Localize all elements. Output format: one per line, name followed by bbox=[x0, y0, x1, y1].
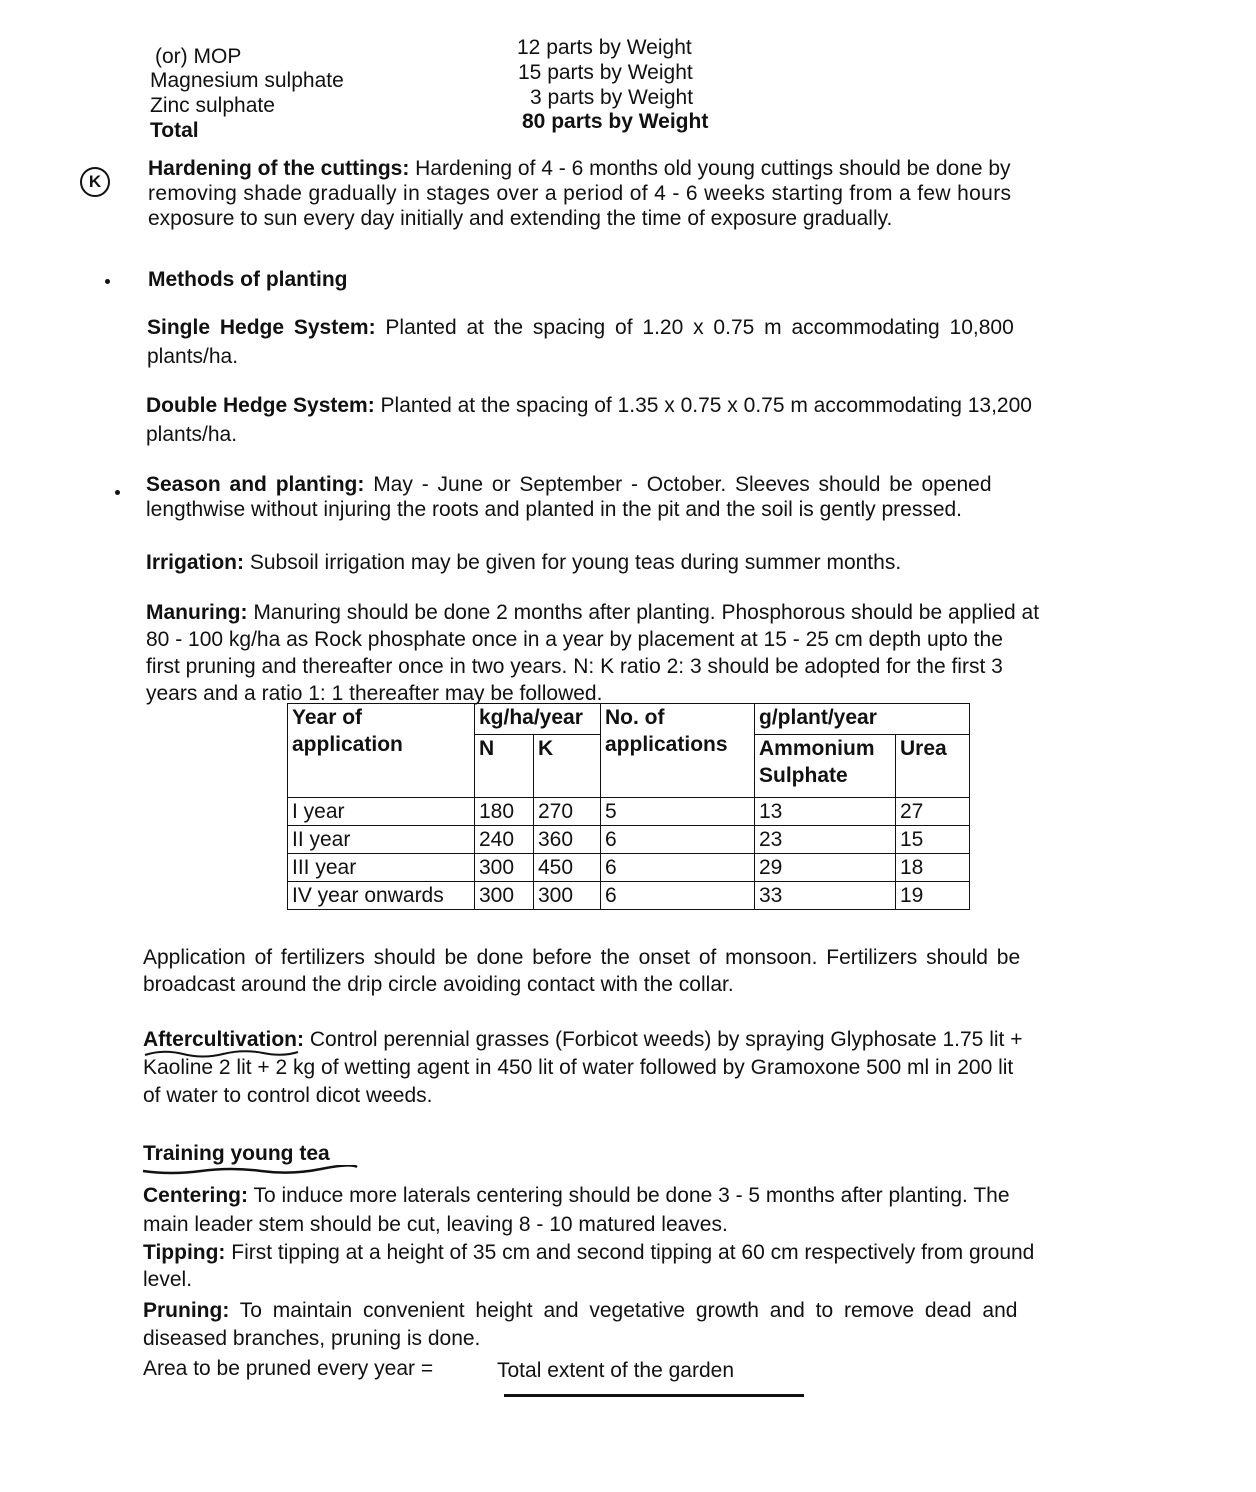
centering-text: main leader stem should be cut, leaving 8 - 10 matured leaves. bbox=[143, 1213, 728, 1236]
cell-apps: 6 bbox=[601, 854, 755, 882]
tipping-text: First tipping at a height of 35 cm and second tipping at 60 cm respectively from ground bbox=[225, 1241, 1035, 1264]
pruning-formula-numerator: Total extent of the garden bbox=[497, 1359, 734, 1382]
aftercultivation-text: of water to control dicot weeds. bbox=[143, 1084, 433, 1107]
aftercultivation-text: Kaoline 2 lit + 2 kg of wetting agent in 450 lit of water followed by Gramoxone 500 ml in 200 lit bbox=[143, 1056, 1014, 1079]
tipping-text: level. bbox=[143, 1268, 193, 1291]
cell-k: 450 bbox=[534, 854, 601, 882]
handwritten-underline-icon bbox=[141, 1165, 361, 1177]
manuring-text: years and a ratio 1: 1 thereafter may be followed. bbox=[146, 682, 603, 705]
season-text: lengthwise without injuring the roots and planted in the pit and the soil is gently pressed. bbox=[146, 498, 963, 521]
cell-ammonium-sulphate: 13 bbox=[755, 798, 896, 826]
table-row bbox=[288, 882, 970, 910]
aftercultivation-heading: Aftercultivation: bbox=[143, 1028, 305, 1051]
cell-year: IV year onwards bbox=[288, 882, 475, 910]
cell-ammonium-sulphate: 23 bbox=[755, 826, 896, 854]
hardening-text: exposure to sun every day initially and extending the time of exposure gradually. bbox=[148, 207, 893, 230]
pruning-text: diseased branches, pruning is done. bbox=[143, 1327, 481, 1350]
manuring-text: first pruning and thereafter once in two years. N: K ratio 2: 3 should be adopted for the first 3 bbox=[146, 655, 1003, 678]
fertilizer-value: 12 parts by Weight bbox=[517, 36, 692, 59]
cell-n: 180 bbox=[475, 798, 534, 826]
table-row bbox=[288, 826, 970, 854]
pruning-text: To maintain convenient height and vegetative growth and to remove dead and bbox=[229, 1299, 1018, 1322]
fertilizer-total-value: 80 parts by Weight bbox=[522, 110, 709, 133]
header-no-of-applications: No. of applications bbox=[601, 704, 755, 798]
table-header-row bbox=[288, 704, 970, 735]
cell-urea: 27 bbox=[896, 798, 970, 826]
cell-year: I year bbox=[288, 798, 475, 826]
table-row bbox=[288, 798, 970, 826]
single-hedge-text: plants/ha. bbox=[147, 345, 239, 368]
pruning-formula-lhs: Area to be pruned every year = bbox=[143, 1357, 434, 1380]
hardening-heading: Hardening of the cuttings: bbox=[148, 157, 410, 180]
application-text: broadcast around the drip circle avoiding contact with the collar. bbox=[143, 973, 734, 996]
double-hedge-text: plants/ha. bbox=[146, 423, 238, 446]
header-kg-ha-year: kg/ha/year bbox=[475, 704, 601, 735]
tipping-heading: Tipping: bbox=[143, 1241, 226, 1264]
bullet-icon bbox=[105, 279, 110, 284]
fertilizer-total-label: Total bbox=[150, 119, 199, 142]
cell-n: 300 bbox=[475, 854, 534, 882]
cell-year: II year bbox=[288, 826, 475, 854]
header-g-plant-year: g/plant/year bbox=[755, 704, 970, 735]
application-text: Application of fertilizers should be done before the onset of monsoon. Fertilizers should be bbox=[143, 946, 1021, 969]
single-hedge-heading: Single Hedge System: bbox=[147, 316, 376, 339]
manuring-text: 80 - 100 kg/ha as Rock phosphate once in a year by placement at 15 - 25 cm depth upto the bbox=[146, 628, 1003, 651]
pruning-heading: Pruning: bbox=[143, 1299, 230, 1322]
fertilizer-value: 15 parts by Weight bbox=[518, 61, 693, 84]
cell-k: 300 bbox=[534, 882, 601, 910]
season-text: May - June or September - October. Sleeves should be opened bbox=[364, 473, 992, 496]
cell-apps: 6 bbox=[601, 826, 755, 854]
cell-ammonium-sulphate: 29 bbox=[755, 854, 896, 882]
cell-apps: 6 bbox=[601, 882, 755, 910]
double-hedge-heading: Double Hedge System: bbox=[146, 394, 375, 417]
single-hedge-text: Planted at the spacing of 1.20 x 0.75 m accommodating 10,800 bbox=[375, 316, 1014, 339]
fertilizer-value: 3 parts by Weight bbox=[530, 86, 694, 109]
header-n: N bbox=[475, 735, 534, 798]
handwritten-underline-icon bbox=[143, 1049, 303, 1059]
irrigation-section bbox=[146, 550, 901, 575]
manuring-heading: Manuring: bbox=[146, 601, 248, 624]
handwritten-k-mark-icon: K bbox=[80, 167, 110, 197]
double-hedge-text: Planted at the spacing of 1.35 x 0.75 x 0.75 m accommodating 13,200 bbox=[374, 394, 1032, 417]
training-heading: Training young tea bbox=[143, 1142, 330, 1165]
aftercultivation-text: Control perennial grasses (Forbicot weeds) by spraying Glyphosate 1.75 lit + bbox=[304, 1028, 1023, 1051]
table-row bbox=[288, 854, 970, 882]
fraction-bar bbox=[504, 1394, 804, 1397]
cell-n: 300 bbox=[475, 882, 534, 910]
cell-urea: 19 bbox=[896, 882, 970, 910]
cell-apps: 5 bbox=[601, 798, 755, 826]
fertilizer-schedule-table bbox=[287, 703, 970, 910]
cell-urea: 15 bbox=[896, 826, 970, 854]
hardening-text: Hardening of 4 - 6 months old young cuttings should be done by bbox=[409, 157, 1011, 180]
header-year-of-application: Year of application bbox=[288, 704, 475, 798]
cell-ammonium-sulphate: 33 bbox=[755, 882, 896, 910]
manuring-text: Manuring should be done 2 months after planting. Phosphorous should be applied at bbox=[247, 601, 1040, 624]
irrigation-text: Subsoil irrigation may be given for young teas during summer months. bbox=[244, 551, 902, 574]
fertilizer-name: Zinc sulphate bbox=[150, 94, 275, 117]
season-heading: Season and planting: bbox=[146, 473, 365, 496]
header-urea: Urea bbox=[896, 735, 970, 798]
header-k: K bbox=[534, 735, 601, 798]
fertilizer-name: Magnesium sulphate bbox=[150, 69, 344, 92]
cell-urea: 18 bbox=[896, 854, 970, 882]
cell-n: 240 bbox=[475, 826, 534, 854]
fertilizer-name: (or) MOP bbox=[155, 45, 242, 68]
methods-heading: Methods of planting bbox=[148, 268, 348, 291]
centering-heading: Centering: bbox=[143, 1184, 248, 1207]
header-ammonium-sulphate: Ammonium Sulphate bbox=[755, 735, 896, 798]
cell-year: III year bbox=[288, 854, 475, 882]
cell-k: 270 bbox=[534, 798, 601, 826]
cell-k: 360 bbox=[534, 826, 601, 854]
bullet-icon bbox=[115, 490, 120, 495]
centering-text: To induce more laterals centering should be done 3 - 5 months after planting. The bbox=[248, 1184, 1010, 1207]
hardening-text: removing shade gradually in stages over a period of 4 - 6 weeks starting from a few hours bbox=[148, 182, 1012, 205]
irrigation-heading: Irrigation: bbox=[146, 551, 244, 574]
